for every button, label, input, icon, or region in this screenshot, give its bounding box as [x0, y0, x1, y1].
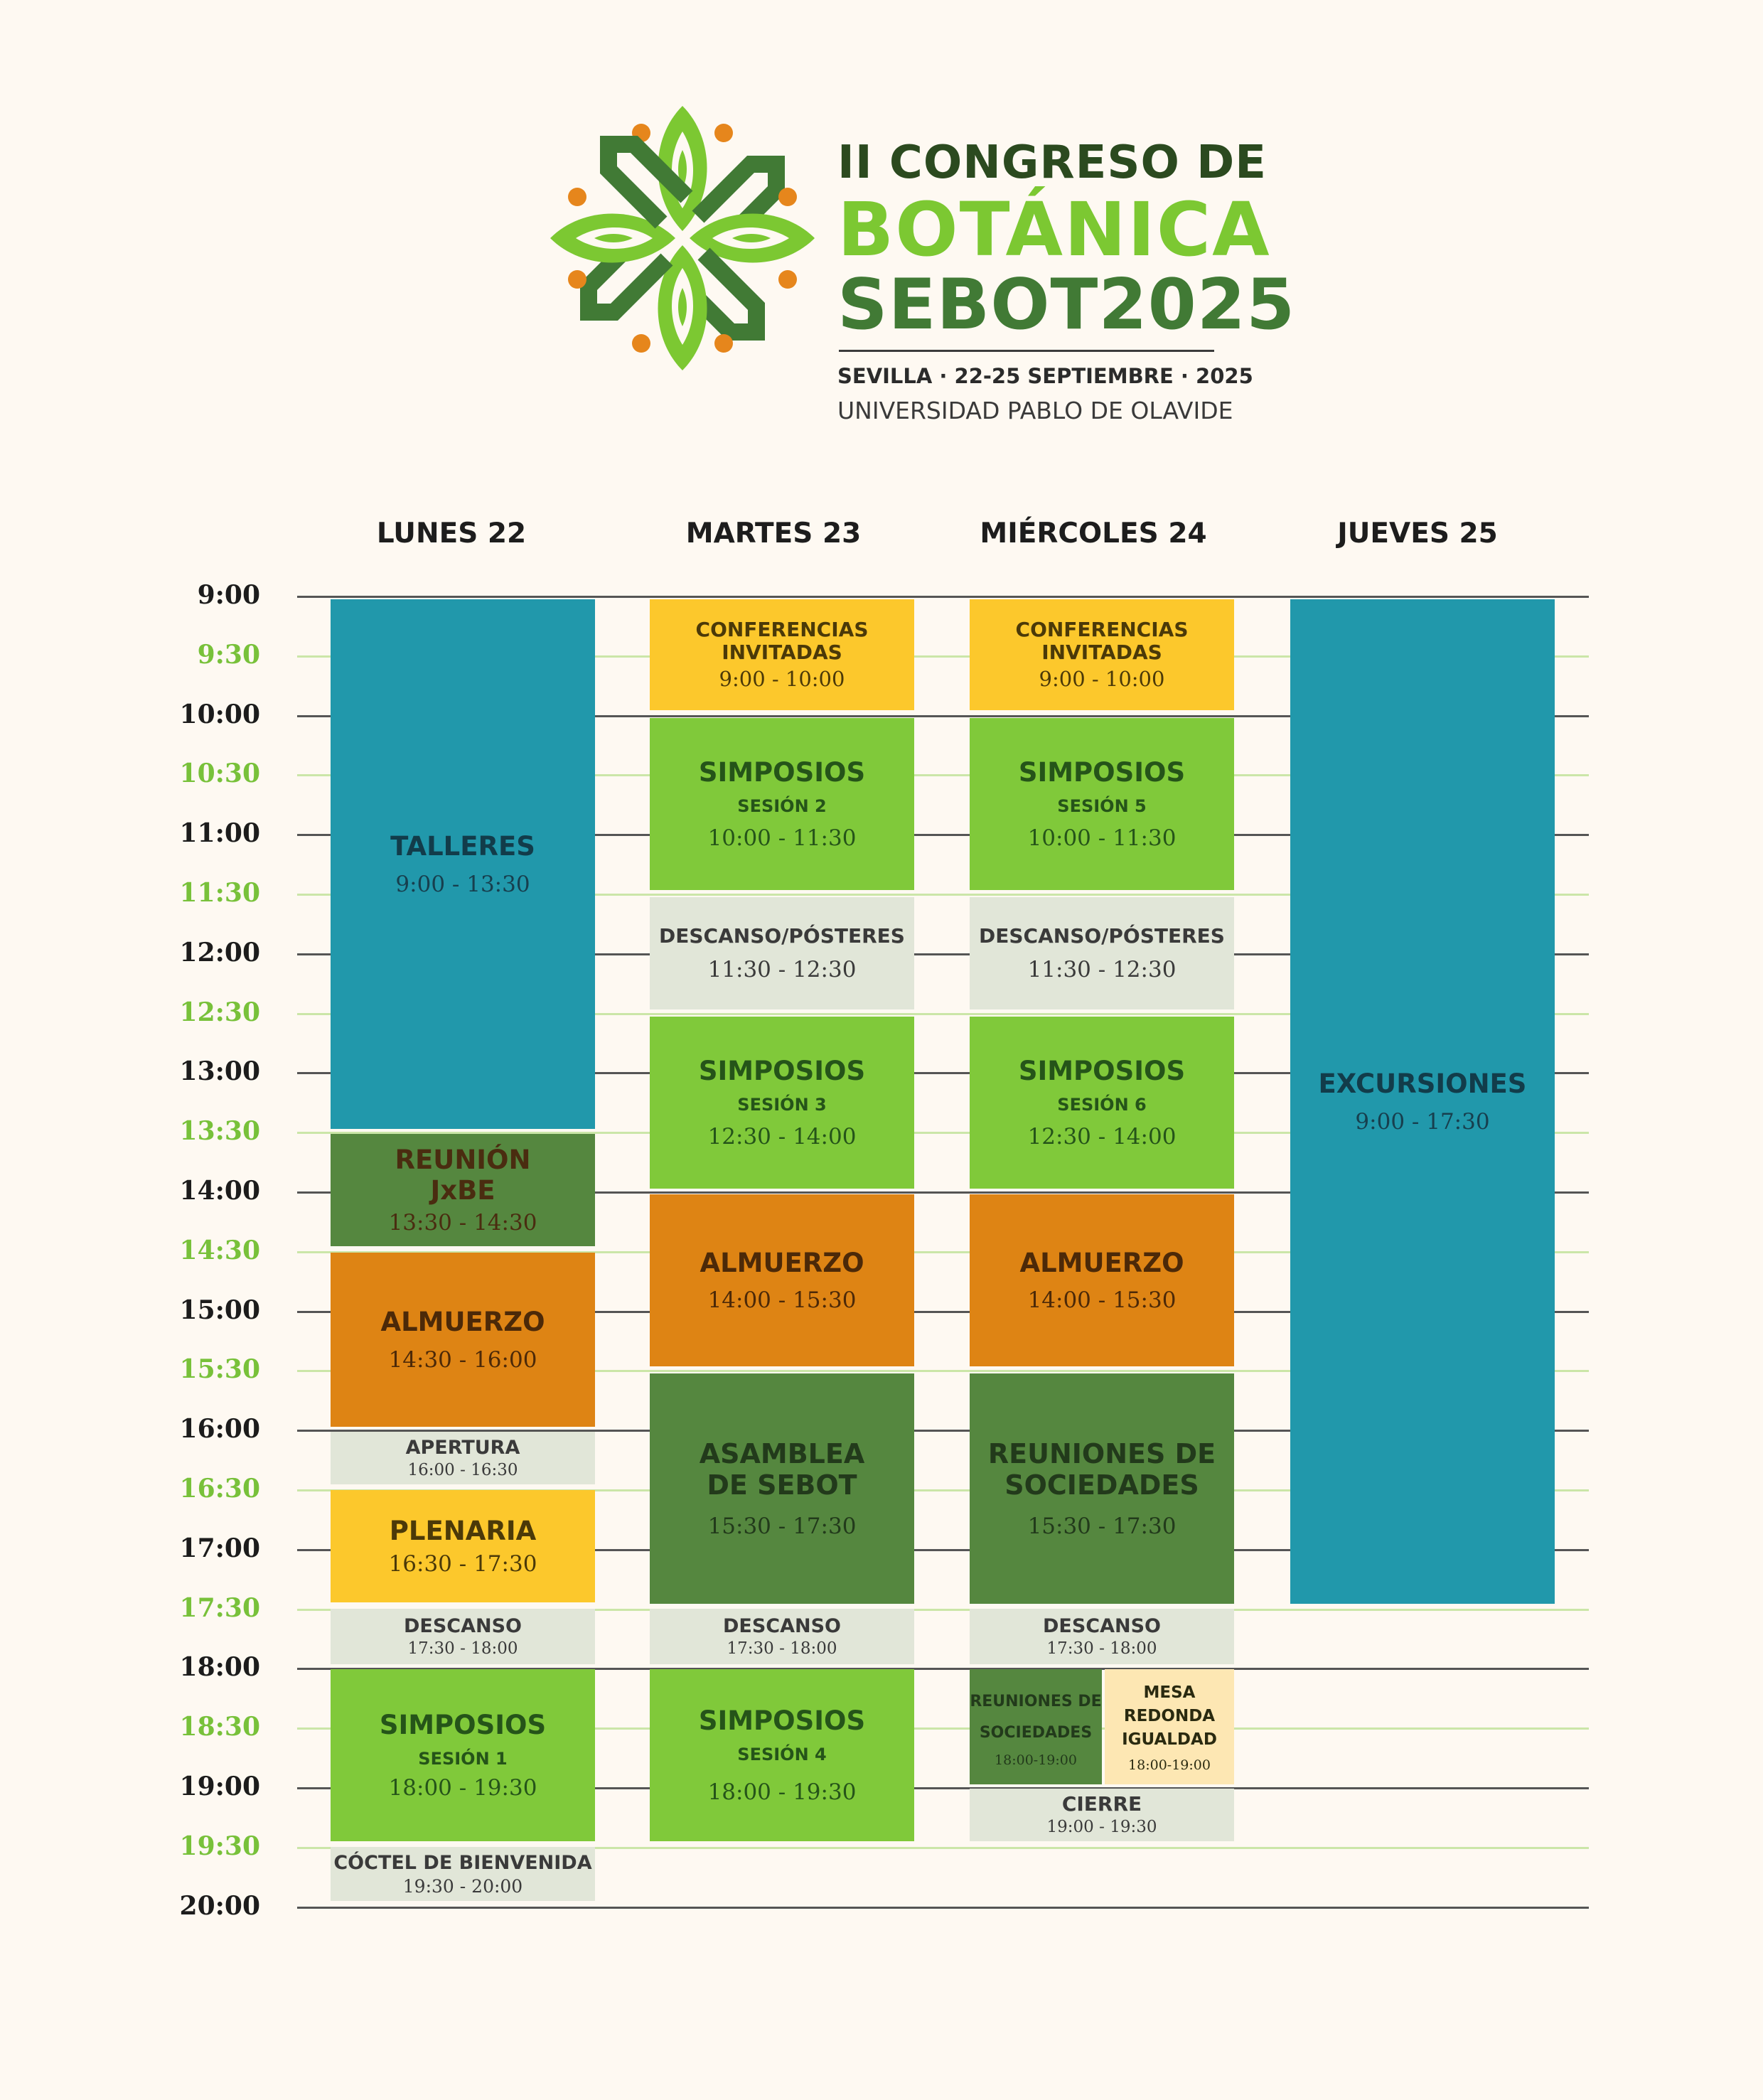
- event-time: 18:00 - 19:30: [388, 1775, 537, 1801]
- event-session: SESIÓN 5: [1057, 796, 1147, 817]
- time-label: 14:30: [179, 1236, 260, 1265]
- time-label: 16:00: [179, 1414, 260, 1444]
- day-header-tuesday: MARTES 23: [685, 518, 862, 550]
- event-time: 18:00-19:00: [1128, 1757, 1211, 1773]
- event-title: SIMPOSIOS: [1018, 1055, 1186, 1086]
- event-time: 15:30 - 17:30: [1027, 1513, 1177, 1539]
- event-title: SIMPOSIOS: [698, 756, 866, 788]
- event-almuerzo-martes[interactable]: [650, 1194, 914, 1366]
- time-label: 18:30: [179, 1712, 260, 1742]
- event-time: 16:30 - 17:30: [388, 1551, 537, 1577]
- event-time: 14:00 - 15:30: [1027, 1287, 1177, 1314]
- event-title: CONFERENCIAS INVITADAS: [1015, 617, 1189, 665]
- event-descanso-lunes[interactable]: [331, 1609, 595, 1664]
- time-label: 15:00: [179, 1295, 260, 1325]
- event-almuerzo-miercoles[interactable]: [970, 1194, 1234, 1366]
- event-title: REUNIONES DE SOCIEDADES: [970, 1692, 1102, 1742]
- event-title: DESCANSO: [722, 1614, 841, 1637]
- event-title: DESCANSO/PÓSTERES: [659, 923, 905, 948]
- time-label: 10:30: [179, 759, 260, 788]
- time-label: 11:30: [179, 878, 260, 908]
- event-descanso-posteres-martes[interactable]: [650, 897, 914, 1009]
- day-header-thursday: JUEVES 25: [1337, 518, 1498, 550]
- event-session: SESIÓN 4: [737, 1745, 827, 1765]
- congress-title-line1: II CONGRESO DE: [837, 136, 1267, 189]
- time-label: 18:00: [179, 1652, 260, 1682]
- event-session: SESIÓN 6: [1057, 1095, 1147, 1115]
- event-title: ALMUERZO: [1019, 1247, 1184, 1278]
- event-plenaria[interactable]: [331, 1490, 595, 1602]
- event-title: CIERRE: [1061, 1792, 1142, 1816]
- event-title: PLENARIA: [389, 1515, 537, 1546]
- event-session: SESIÓN 2: [737, 796, 827, 817]
- event-time: 10:00 - 11:30: [1027, 825, 1177, 852]
- event-title: MESA REDONDA IGUALDAD: [1122, 1683, 1217, 1750]
- hour-gridline: [297, 596, 1589, 598]
- event-title: REUNIONES DE SOCIEDADES: [987, 1438, 1216, 1501]
- event-time: 18:00-19:00: [995, 1752, 1077, 1768]
- event-time: 16:00 - 16:30: [407, 1460, 518, 1479]
- event-time: 14:30 - 16:00: [388, 1346, 537, 1373]
- event-simposios-sesion-1[interactable]: [331, 1669, 595, 1841]
- event-descanso-miercoles[interactable]: [970, 1609, 1234, 1664]
- time-label: 9:00: [197, 580, 260, 610]
- event-title: SIMPOSIOS: [379, 1709, 547, 1740]
- event-simposios-sesion-3[interactable]: [650, 1017, 914, 1189]
- event-title: APERTURA: [405, 1436, 520, 1459]
- event-time: 18:00 - 19:30: [707, 1779, 857, 1806]
- event-title: REUNIÓN JxBE: [395, 1145, 531, 1206]
- event-excursiones[interactable]: [1290, 599, 1555, 1604]
- congress-venue: UNIVERSIDAD PABLO DE OLAVIDE: [837, 397, 1233, 424]
- time-label: 11:00: [179, 818, 260, 848]
- event-title: ALMUERZO: [380, 1307, 545, 1338]
- event-mesa-redonda-igualdad[interactable]: [1105, 1669, 1234, 1784]
- time-label: 17:30: [179, 1593, 260, 1623]
- time-label: 17:00: [179, 1533, 260, 1563]
- event-title: DESCANSO: [403, 1614, 522, 1637]
- day-header-monday: LUNES 22: [376, 518, 527, 550]
- time-label: 9:30: [197, 640, 260, 670]
- event-reuniones-sociedades-tarde[interactable]: [970, 1669, 1102, 1784]
- time-label: 19:00: [179, 1772, 260, 1801]
- event-title: SIMPOSIOS: [698, 1055, 866, 1086]
- event-descanso-posteres-miercoles[interactable]: [970, 897, 1234, 1009]
- time-label: 12:30: [179, 997, 260, 1027]
- event-reunion-jxbe[interactable]: [331, 1134, 595, 1246]
- event-cierre[interactable]: [970, 1789, 1234, 1841]
- event-session: SESIÓN 1: [418, 1749, 508, 1769]
- event-session: SESIÓN 3: [737, 1095, 827, 1115]
- event-time: 12:30 - 14:00: [707, 1124, 857, 1150]
- event-time: 17:30 - 18:00: [407, 1639, 518, 1658]
- event-title: SIMPOSIOS: [1018, 756, 1186, 788]
- event-title: TALLERES: [390, 831, 535, 862]
- event-simposios-sesion-2[interactable]: [650, 718, 914, 890]
- event-time: 12:30 - 14:00: [1027, 1124, 1177, 1150]
- event-title: CÓCTEL DE BIENVENIDA: [333, 1851, 592, 1874]
- time-label: 12:00: [179, 938, 260, 968]
- event-title: DESCANSO/PÓSTERES: [979, 923, 1225, 948]
- event-conferencias-miercoles[interactable]: [970, 599, 1234, 710]
- event-time: 15:30 - 17:30: [707, 1513, 857, 1539]
- event-time: 14:00 - 15:30: [707, 1287, 857, 1314]
- event-title: ASAMBLEA DE SEBOT: [699, 1438, 865, 1501]
- event-apertura[interactable]: [331, 1432, 595, 1484]
- event-descanso-martes[interactable]: [650, 1609, 914, 1664]
- time-label: 10:00: [179, 700, 260, 729]
- event-title: EXCURSIONES: [1318, 1068, 1527, 1100]
- congress-title-line3: SEBOT2025: [837, 264, 1296, 345]
- time-label: 15:30: [179, 1354, 260, 1384]
- event-time: 10:00 - 11:30: [707, 825, 857, 852]
- event-time: 17:30 - 18:00: [1046, 1639, 1157, 1658]
- event-time: 11:30 - 12:30: [1027, 957, 1177, 983]
- event-conferencias-martes[interactable]: [650, 599, 914, 710]
- congress-title-line2: BOTÁNICA: [837, 186, 1271, 273]
- event-time: 13:30 - 14:30: [388, 1209, 537, 1236]
- event-time: 17:30 - 18:00: [727, 1639, 837, 1658]
- event-time: 11:30 - 12:30: [707, 957, 857, 983]
- time-label: 19:30: [179, 1831, 260, 1861]
- congress-location-date: SEVILLA · 22-25 SEPTIEMBRE · 2025: [837, 364, 1253, 388]
- event-title: CONFERENCIAS INVITADAS: [695, 617, 869, 665]
- event-title: SIMPOSIOS: [698, 1705, 866, 1736]
- event-time: 19:00 - 19:30: [1046, 1818, 1157, 1837]
- event-simposios-sesion-4[interactable]: [650, 1669, 914, 1841]
- event-coctel[interactable]: [331, 1847, 595, 1901]
- hour-gridline: [297, 1907, 1589, 1909]
- event-talleres[interactable]: [331, 599, 595, 1129]
- event-almuerzo-lunes[interactable]: [331, 1253, 595, 1427]
- day-header-wednesday: MIÉRCOLES 24: [980, 518, 1207, 550]
- event-time: 19:30 - 20:00: [402, 1875, 523, 1897]
- event-simposios-sesion-6[interactable]: [970, 1017, 1234, 1189]
- leaf-flower-icon: [540, 96, 825, 380]
- title-divider: [839, 350, 1214, 352]
- event-time: 9:00 - 13:30: [395, 871, 530, 897]
- event-title: ALMUERZO: [700, 1247, 864, 1278]
- time-label: 20:00: [179, 1891, 260, 1921]
- event-time: 9:00 - 17:30: [1355, 1108, 1490, 1135]
- event-time: 9:00 - 10:00: [1039, 667, 1165, 692]
- event-title: DESCANSO: [1042, 1614, 1161, 1637]
- event-asamblea-sebot[interactable]: [650, 1373, 914, 1604]
- event-time: 9:00 - 10:00: [719, 667, 845, 692]
- time-label: 13:00: [179, 1056, 260, 1086]
- time-label: 13:30: [179, 1116, 260, 1146]
- event-simposios-sesion-5[interactable]: [970, 718, 1234, 890]
- event-reuniones-sociedades[interactable]: [970, 1373, 1234, 1604]
- time-label: 16:30: [179, 1474, 260, 1504]
- time-label: 14:00: [179, 1176, 260, 1206]
